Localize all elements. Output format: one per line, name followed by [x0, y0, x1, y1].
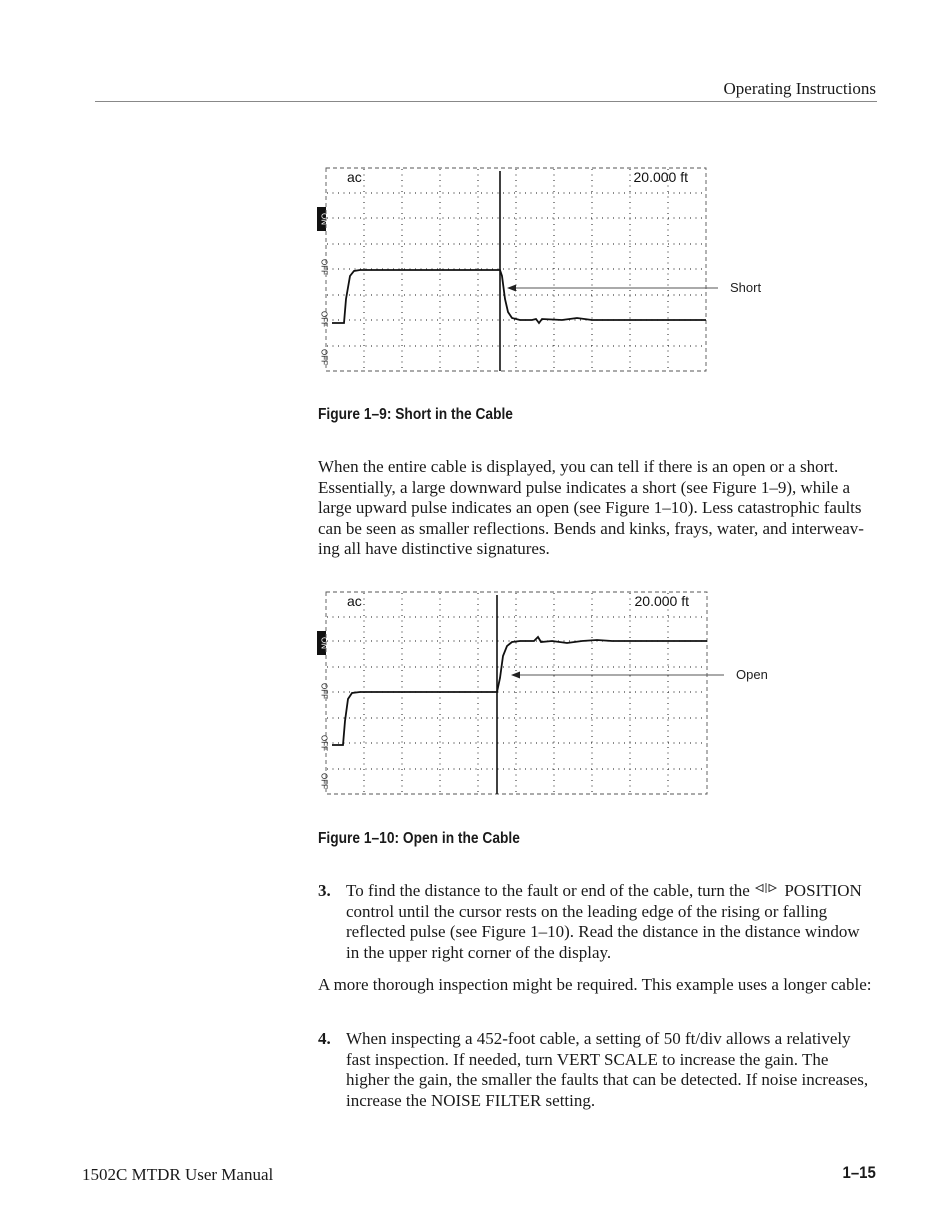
page-number: 1–15: [842, 1163, 876, 1182]
side-label-on: ON: [319, 213, 329, 225]
side-label-off-2: OFF: [319, 735, 329, 751]
footer-manual-title: 1502C MTDR User Manual: [82, 1165, 274, 1184]
step-3-number: 3.: [318, 881, 331, 900]
callout-arrowhead: [507, 285, 516, 292]
step-3-text-before: To find the distance to the fault or end of the cable, turn the: [346, 881, 750, 900]
step-3-text-after: POSITION control until the cursor rests on the leading edge of the rising or falling reflected pulse (see Figure 1–10). Read the distance in the distance window in the upper right corner of the display.: [346, 881, 862, 962]
readout-distance: 20.000 ft: [634, 593, 689, 609]
callout-label: Short: [730, 280, 762, 295]
side-label-off-3: OFF: [319, 349, 329, 365]
callout-arrowhead: [511, 672, 520, 679]
graticule: [327, 593, 706, 793]
step-4-number: 4.: [318, 1029, 331, 1048]
readout-distance: 20.000 ft: [633, 169, 688, 185]
step-3-text: [346, 881, 873, 963]
waveform-trace: [332, 270, 706, 323]
paragraph-thorough-inspection: A more thorough inspection might be required. This example uses a longer cable:: [318, 975, 872, 994]
figure-caption-short: Figure 1–9: Short in the Cable: [318, 406, 513, 423]
tdr-display-open: [312, 588, 772, 803]
side-label-off-2: OFF: [319, 311, 329, 327]
step-4-text: When inspecting a 452-foot cable, a setting of 50 ft/div allows a relatively fast inspection. If needed, turn VERT SCALE to increase the gain. The higher the gain, the smaller the faults that can be detected. If noise increases, increase the NOISE FILTER setting.: [346, 1029, 869, 1110]
tdr-display-short: [312, 164, 772, 379]
side-label-off-1: OFF: [319, 683, 329, 699]
page-header-title: Operating Instructions: [723, 79, 876, 98]
position-arrows-icon: [754, 881, 780, 895]
callout-label: Open: [736, 667, 768, 682]
figure-short-display: [312, 164, 772, 379]
readout-mode: ac: [347, 169, 362, 185]
side-label-on: ON: [319, 637, 329, 649]
figure-caption-open: Figure 1–10: Open in the Cable: [318, 830, 520, 847]
header-rule: [95, 101, 877, 102]
side-label-off-3: OFF: [319, 773, 329, 789]
figure-open-display: [312, 588, 772, 803]
side-label-off-1: OFF: [319, 259, 329, 275]
readout-mode: ac: [347, 593, 362, 609]
paragraph-fault-signatures: When the entire cable is displayed, you can tell if there is an open or a short. Essentially, a large downward pulse indicates a short (see Figure 1–9), while a large upward pulse indicates an open (see Figure 1–10). Less catastrophic faults can be seen as smaller reflections. Bends and kinks, frays, water, and interweav-ing all have distinctive signatures.: [318, 457, 864, 558]
waveform-trace: [332, 637, 707, 745]
